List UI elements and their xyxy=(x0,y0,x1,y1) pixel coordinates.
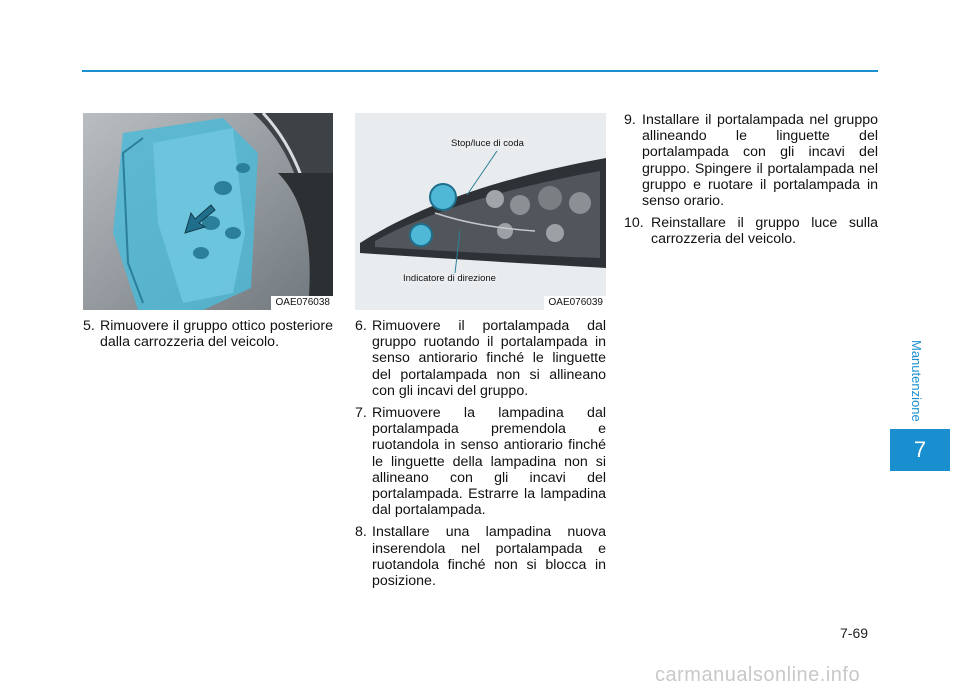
instructions-column-2 xyxy=(355,318,606,595)
top-rule xyxy=(82,70,878,72)
instructions-column-1 xyxy=(83,318,333,356)
figure-code: OAE076038 xyxy=(271,296,334,310)
step-5 xyxy=(83,318,333,350)
step-9 xyxy=(624,112,878,209)
step-text: Installare una lampadina nuova inserendola nel portalampada e ruotandola finché non si blocca in posizione. xyxy=(372,524,606,590)
step-6 xyxy=(355,318,606,399)
watermark: carmanualsonline.info xyxy=(655,664,861,686)
chapter-tab: 7 xyxy=(890,429,950,471)
step-number: 6. xyxy=(355,318,367,334)
page-number: 7-69 xyxy=(840,625,869,641)
step-number: 9. xyxy=(624,112,636,128)
step-number: 10. xyxy=(624,215,644,232)
step-number: 5. xyxy=(83,318,95,334)
callout-turn-indicator: Indicatore di direzione xyxy=(403,273,496,284)
step-number: 8. xyxy=(355,524,367,541)
step-text: Rimuovere il gruppo ottico posteriore dalla carrozzeria del veicolo. xyxy=(100,318,333,351)
step-text: Rimuovere il portalampada dal gruppo ruotando il portalampada in senso antiorario finché le linguette del portalampada non si allineano con gli incavi del gruppo. xyxy=(372,318,606,399)
step-text: Installare il portalampada nel gruppo allineando le linguette del portalampada con gli incavi del gruppo. Spingere il portalampada nel gruppo e ruotare il portalampada in senso orario. xyxy=(642,112,878,210)
step-7 xyxy=(355,405,606,518)
step-text: Reinstallare il gruppo luce sulla carrozzeria del veicolo. xyxy=(651,215,878,248)
step-text: Rimuovere la lampadina dal portalampada premendola e ruotandola in senso antiorario finché le linguette della lampadina non si allineano con gli incavi del portalampada. Estrarre la lampadina dal portalampada. xyxy=(372,405,606,519)
figure-lamp-assembly xyxy=(355,113,606,310)
figure-code: OAE076039 xyxy=(544,296,607,310)
step-number: 7. xyxy=(355,405,367,422)
step-10 xyxy=(624,215,878,247)
tail-lamp-removal-illustration xyxy=(83,113,333,310)
instructions-column-3 xyxy=(624,112,878,254)
step-8 xyxy=(355,524,606,589)
callout-stop-tail-light: Stop/luce di coda xyxy=(451,138,524,149)
figure-tail-lamp-removal xyxy=(83,113,333,310)
section-label: Manutenzione xyxy=(909,340,924,422)
